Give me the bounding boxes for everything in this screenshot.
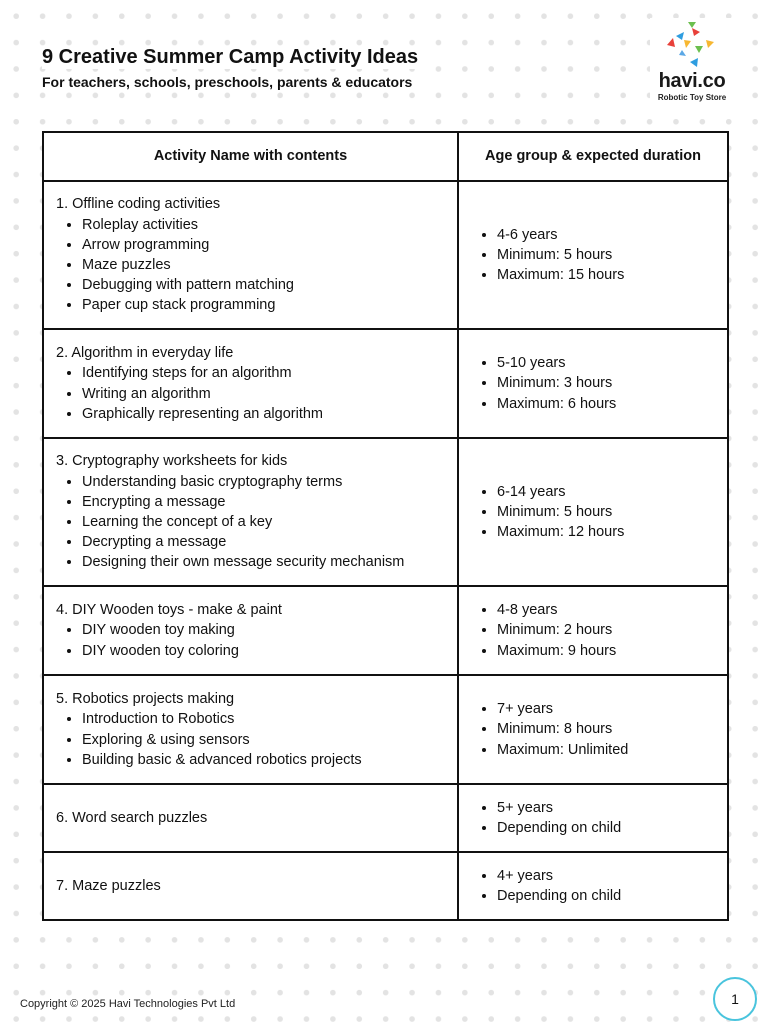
table-row xyxy=(43,784,728,852)
table-header-row xyxy=(43,132,728,181)
activity-cell xyxy=(43,852,458,920)
list-item: • Paper cup stack programming xyxy=(82,295,445,315)
list-item: • Maximum: 15 hours xyxy=(497,265,715,285)
list-item: • Writing an algorithm xyxy=(82,384,445,404)
age-duration-list xyxy=(471,225,715,286)
logo-name: havi.co xyxy=(658,70,726,92)
table-row xyxy=(43,852,728,920)
page-number-badge xyxy=(713,977,757,1021)
activity-contents-list xyxy=(56,215,445,316)
age-duration-list xyxy=(471,699,715,760)
list-item: • Maximum: Unlimited xyxy=(497,740,715,760)
activity-cell xyxy=(43,675,458,784)
list-item: • Decrypting a message xyxy=(82,532,445,552)
activity-title: 3. Cryptography worksheets for kids xyxy=(56,453,288,470)
activity-title: 6. Word search puzzles xyxy=(56,809,208,826)
activity-cell xyxy=(43,784,458,852)
list-item: • Maze puzzles xyxy=(82,255,445,275)
age-duration-list xyxy=(471,798,715,838)
copyright-text: Copyright © 2025 Havi Technologies Pvt Ltd xyxy=(20,998,239,1010)
list-item: • Minimum: 8 hours xyxy=(497,719,715,739)
activity-contents-list xyxy=(56,709,445,770)
age-duration-cell xyxy=(458,675,728,784)
list-item: • Minimum: 2 hours xyxy=(497,620,715,640)
list-item: • 5-10 years xyxy=(497,353,715,373)
age-duration-list xyxy=(471,866,715,906)
list-item: • Arrow programming xyxy=(82,235,445,255)
list-item: • Minimum: 3 hours xyxy=(497,373,715,393)
list-item: • Debugging with pattern matching xyxy=(82,275,445,295)
age-duration-cell xyxy=(458,852,728,920)
age-duration-cell xyxy=(458,181,728,329)
list-item: • Minimum: 5 hours xyxy=(497,245,715,265)
list-item: • Minimum: 5 hours xyxy=(497,502,715,522)
list-item: • Introduction to Robotics xyxy=(82,709,445,729)
age-duration-cell xyxy=(458,784,728,852)
table-row xyxy=(43,438,728,586)
activity-title: 4. DIY Wooden toys - make & paint xyxy=(56,602,282,619)
list-item: • Roleplay activities xyxy=(82,215,445,235)
activity-title: 1. Offline coding activities xyxy=(56,196,221,213)
list-item: • 7+ years xyxy=(497,699,715,719)
list-item: • 4-8 years xyxy=(497,600,715,620)
list-item: • Building basic & advanced robotics projects xyxy=(82,750,445,770)
age-duration-list xyxy=(471,353,715,414)
list-item: • Identifying steps for an algorithm xyxy=(82,363,445,383)
activity-contents-list xyxy=(56,363,445,424)
list-item: • Designing their own message security mechanism xyxy=(82,552,445,572)
list-item: • Depending on child xyxy=(497,818,715,838)
activity-cell xyxy=(43,438,458,586)
list-item: • DIY wooden toy making xyxy=(82,620,445,640)
list-item: • 5+ years xyxy=(497,798,715,818)
table-row xyxy=(43,586,728,675)
activity-title: 5. Robotics projects making xyxy=(56,691,235,708)
list-item: • Understanding basic cryptography terms xyxy=(82,472,445,492)
table-row xyxy=(43,675,728,784)
logo-tagline: Robotic Toy Store xyxy=(657,93,727,102)
list-item: • Learning the concept of a key xyxy=(82,512,445,532)
list-item: • 4+ years xyxy=(497,866,715,886)
table-row xyxy=(43,181,728,329)
column-header-activity: Activity Name with contents xyxy=(43,132,458,181)
list-item: • Maximum: 9 hours xyxy=(497,641,715,661)
activity-cell xyxy=(43,586,458,675)
activity-contents-list xyxy=(56,472,445,573)
activities-table xyxy=(42,131,729,921)
list-item: • Depending on child xyxy=(497,886,715,906)
age-duration-cell xyxy=(458,586,728,675)
list-item: • Maximum: 12 hours xyxy=(497,522,715,542)
activity-cell xyxy=(43,181,458,329)
list-item: • 6-14 years xyxy=(497,482,715,502)
activity-title: 7. Maze puzzles xyxy=(56,877,161,894)
table-row xyxy=(43,329,728,438)
list-item: • Exploring & using sensors xyxy=(82,730,445,750)
age-duration-list xyxy=(471,482,715,543)
age-duration-cell xyxy=(458,438,728,586)
havi-logo xyxy=(650,18,734,110)
list-item: • Maximum: 6 hours xyxy=(497,394,715,414)
list-item: • Encrypting a message xyxy=(82,492,445,512)
activity-contents-list xyxy=(56,620,445,660)
colorful-triangles-logo-icon xyxy=(662,18,722,72)
page-title: 9 Creative Summer Camp Activity Ideas xyxy=(42,46,424,69)
activity-title: 2. Algorithm in everyday life xyxy=(56,345,234,362)
age-duration-cell xyxy=(458,329,728,438)
list-item: • 4-6 years xyxy=(497,225,715,245)
list-item: • DIY wooden toy coloring xyxy=(82,641,445,661)
activity-cell xyxy=(43,329,458,438)
age-duration-list xyxy=(471,600,715,661)
page-subtitle: For teachers, schools, preschools, parents & educators xyxy=(42,74,418,90)
list-item: • Graphically representing an algorithm xyxy=(82,404,445,424)
page-number: 1 xyxy=(731,991,739,1007)
column-header-age-duration: Age group & expected duration xyxy=(458,132,728,181)
